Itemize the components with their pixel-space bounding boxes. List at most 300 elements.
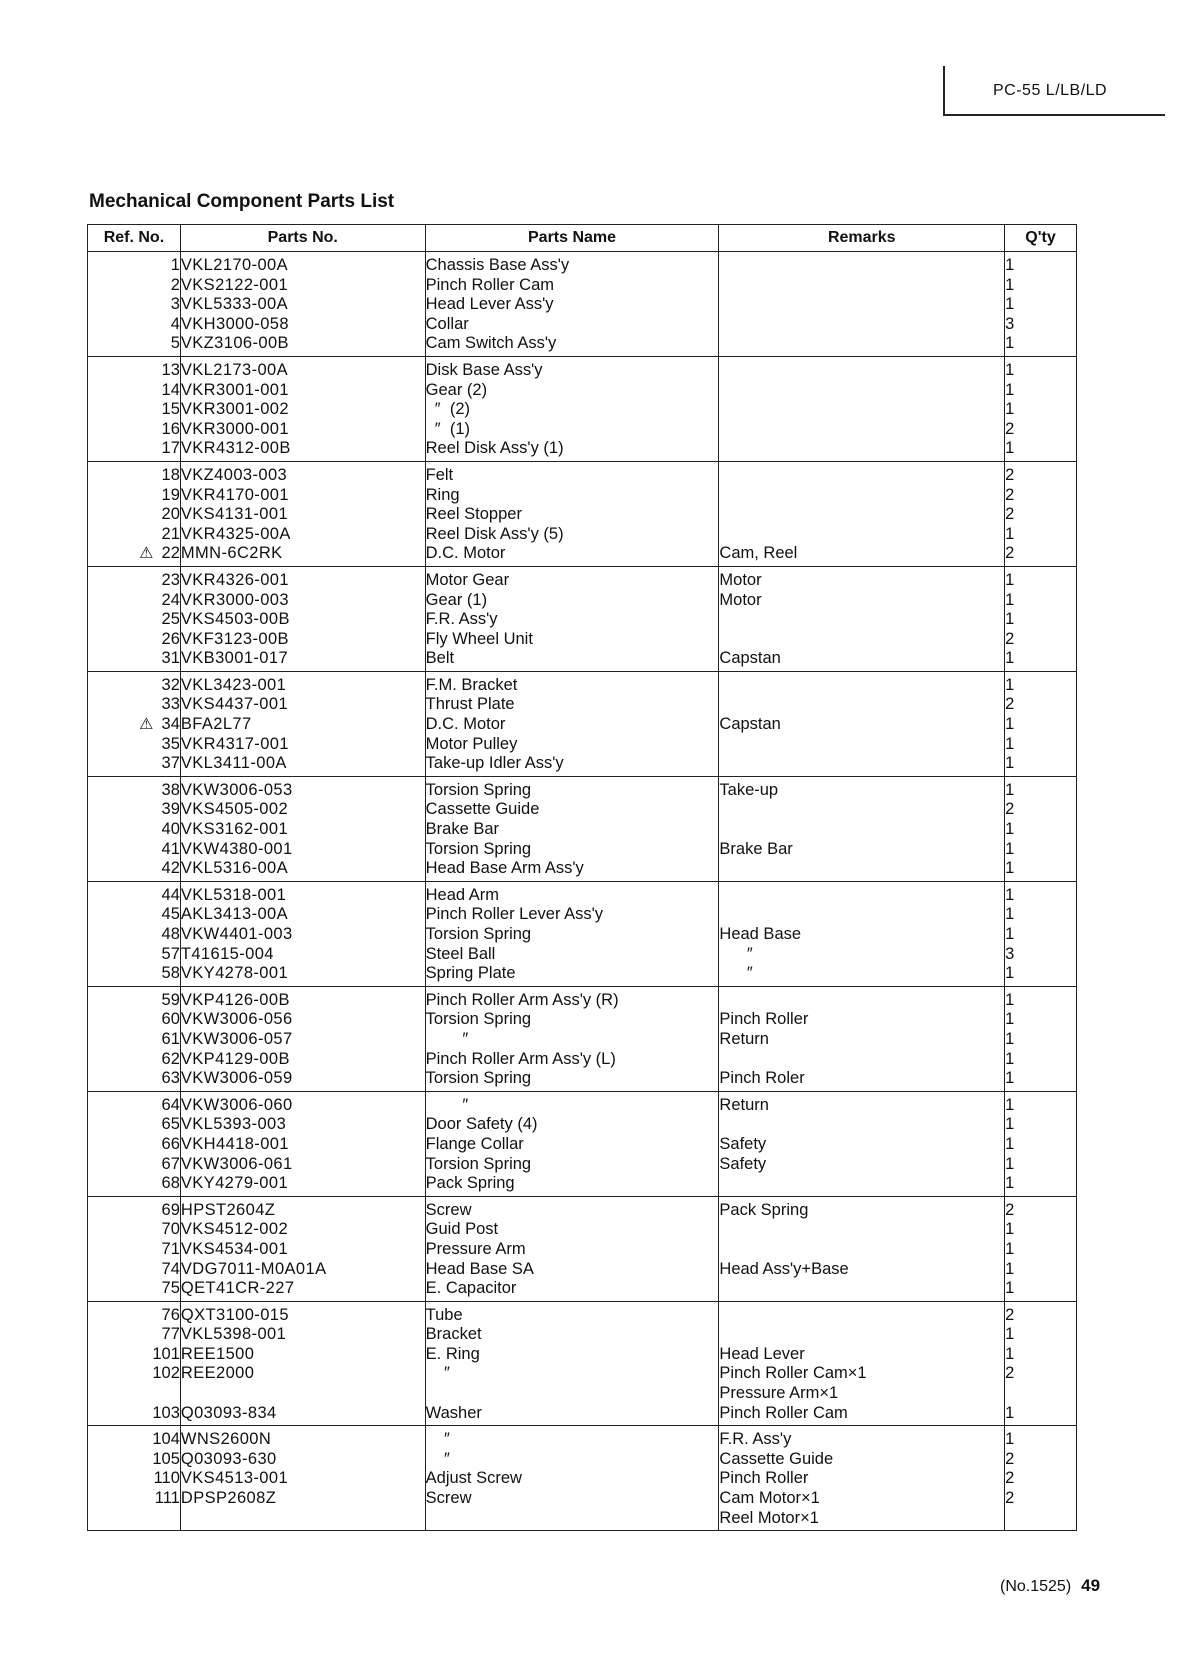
- table-line: [1005, 544, 1076, 564]
- cell-text: ″: [425, 1449, 450, 1468]
- table-line: [181, 991, 425, 1011]
- ref-cell: [88, 461, 181, 566]
- cell-text: VKL5318-001: [180, 885, 287, 904]
- table-line: [426, 295, 719, 315]
- cell-text: Pinch Roler: [719, 1069, 805, 1088]
- table-line: [426, 486, 719, 506]
- cell-text: 65: [161, 1115, 180, 1134]
- parts-no-cell: [180, 566, 425, 671]
- cell-text: VKW3006-059: [180, 1069, 293, 1088]
- table-line: [88, 781, 180, 801]
- parts-no-cell: [180, 1426, 425, 1531]
- parts-no-cell: [180, 986, 425, 1091]
- parts-no-cell: [180, 252, 425, 357]
- cell-text: Pinch Roller Arm Ass'y (R): [425, 990, 619, 1009]
- table-line: [88, 1325, 180, 1345]
- cell-text: 15: [161, 400, 180, 419]
- cell-text: Screw: [425, 1489, 472, 1508]
- table-line: [181, 1155, 425, 1175]
- table-line: [1005, 591, 1076, 611]
- table-line: [181, 1404, 425, 1424]
- table-line: [181, 256, 425, 276]
- qty-cell: [1005, 356, 1077, 461]
- cell-text: 2: [1005, 1200, 1015, 1219]
- table-line: [426, 676, 719, 696]
- cell-text: 71: [161, 1239, 180, 1258]
- table-line: [719, 505, 1004, 525]
- table-line: [181, 400, 425, 420]
- cell-text: Pressure Arm×1: [719, 1384, 839, 1403]
- cell-text: 1: [1005, 780, 1015, 799]
- cell-text: VKW3006-056: [180, 1010, 293, 1029]
- table-line: [1005, 735, 1076, 755]
- remarks-cell: [719, 566, 1005, 671]
- remarks-cell: [719, 671, 1005, 776]
- cell-text: Pinch Roller Lever Ass'y: [425, 905, 604, 924]
- table-line: [181, 1135, 425, 1155]
- cell-text: Cam Switch Ass'y: [425, 334, 557, 353]
- cell-text: VKR4312-00B: [180, 439, 291, 458]
- qty-cell: [1005, 1091, 1077, 1196]
- table-line: [88, 715, 180, 735]
- table-line: [426, 1279, 719, 1299]
- table-line: [426, 591, 719, 611]
- table-line: [719, 886, 1004, 906]
- cell-text: 62: [161, 1049, 180, 1068]
- col-header-ref: Ref. No.: [88, 225, 181, 252]
- table-line: [88, 1469, 180, 1489]
- table-line: [181, 381, 425, 401]
- cell-text: F.M. Bracket: [425, 675, 518, 694]
- cell-text: Brake Bar: [425, 820, 500, 839]
- cell-text: 19: [161, 485, 180, 504]
- table-line: [719, 1364, 1004, 1384]
- cell-text: 104: [152, 1430, 180, 1449]
- cell-text: Torsion Spring: [425, 1010, 532, 1029]
- table-line: [1005, 1201, 1076, 1221]
- cell-text: Q03093-630: [180, 1449, 277, 1468]
- table-header-row: [88, 225, 1077, 252]
- cell-text: Adjust Screw: [425, 1469, 522, 1488]
- col-header-parts-name: Parts Name: [425, 225, 719, 252]
- cell-text: 1: [1005, 1029, 1015, 1048]
- cell-text: 1: [1005, 754, 1015, 773]
- table-line: [181, 334, 425, 354]
- cell-text: VKS4534-001: [180, 1239, 289, 1258]
- parts-name-cell: [425, 776, 719, 881]
- cell-text: VKS4437-001: [180, 695, 289, 714]
- table-line: [181, 361, 425, 381]
- table-line: [88, 315, 180, 335]
- cell-text: 1: [1005, 439, 1015, 458]
- table-line: [719, 1279, 1004, 1299]
- table-line: [181, 1489, 425, 1509]
- table-line: [1005, 1155, 1076, 1175]
- table-line: [88, 1174, 180, 1194]
- table-line: [1005, 754, 1076, 774]
- table-line: [88, 610, 180, 630]
- cell-text: Bracket: [425, 1325, 482, 1344]
- parts-name-cell: [425, 1426, 719, 1531]
- table-line: [181, 945, 425, 965]
- cell-text: Pinch Roller Cam: [719, 1403, 848, 1422]
- cell-text: 1: [1005, 905, 1015, 924]
- table-line: [88, 859, 180, 879]
- table-line: [719, 781, 1004, 801]
- table-line: [719, 400, 1004, 420]
- cell-text: 45: [161, 905, 180, 924]
- cell-text: 68: [161, 1174, 180, 1193]
- table-line: [426, 964, 719, 984]
- table-line: [426, 276, 719, 296]
- qty-cell: [1005, 776, 1077, 881]
- table-line: [181, 1345, 425, 1365]
- cell-text: 2: [1005, 544, 1015, 563]
- table-line: [88, 840, 180, 860]
- cell-text: Torsion Spring: [425, 1069, 532, 1088]
- table-line: [426, 361, 719, 381]
- cell-text: 1: [1005, 964, 1015, 983]
- table-line: [181, 1174, 425, 1194]
- parts-name-cell: [425, 1196, 719, 1301]
- cell-text: ″: [425, 1095, 469, 1114]
- table-line: [426, 1509, 719, 1529]
- parts-table: [87, 224, 1077, 1531]
- table-line: [181, 695, 425, 715]
- table-line: [426, 525, 719, 545]
- cell-text: Chassis Base Ass'y: [425, 256, 570, 274]
- cell-text: Head Lever: [719, 1344, 805, 1363]
- document-number: (No.1525): [1000, 1578, 1072, 1595]
- table-line: [181, 1509, 425, 1529]
- table-line: [426, 1345, 719, 1365]
- table-line: [719, 630, 1004, 650]
- table-line: [719, 1430, 1004, 1450]
- qty-cell: [1005, 881, 1077, 986]
- cell-text: Take-up Idler Ass'y: [425, 754, 564, 773]
- table-line: [181, 754, 425, 774]
- parts-no-cell: [180, 776, 425, 881]
- cell-text: VKH4418-001: [180, 1134, 289, 1153]
- table-line: [1005, 486, 1076, 506]
- table-line: [719, 1509, 1004, 1529]
- cell-text: F.R. Ass'y: [425, 610, 498, 629]
- table-line: [426, 1096, 719, 1116]
- table-line: [719, 1174, 1004, 1194]
- cell-text: Ring: [425, 485, 460, 504]
- cell-text: 2: [1005, 629, 1015, 648]
- cell-text: Safety: [719, 1134, 767, 1153]
- table-line: [181, 420, 425, 440]
- cell-text: 75: [161, 1279, 180, 1298]
- table-line: [88, 505, 180, 525]
- cell-text: 2: [1005, 1305, 1015, 1324]
- table-line: [1005, 1306, 1076, 1326]
- table-line: [1005, 1135, 1076, 1155]
- cell-text: Spring Plate: [425, 964, 516, 983]
- cell-text: 1: [1005, 885, 1015, 904]
- cell-text: QET41CR-227: [180, 1279, 295, 1298]
- cell-text: Cassette Guide: [719, 1449, 834, 1468]
- table-line: [426, 334, 719, 354]
- table-line: [426, 649, 719, 669]
- cell-text: AKL3413-00A: [180, 905, 289, 924]
- table-line: [181, 1201, 425, 1221]
- table-line: [88, 945, 180, 965]
- table-line: [88, 1430, 180, 1450]
- cell-text: VKL3411-00A: [180, 754, 287, 773]
- table-line: [719, 1201, 1004, 1221]
- table-line: [181, 1240, 425, 1260]
- cell-text: Fly Wheel Unit: [425, 629, 533, 648]
- table-line: [1005, 420, 1076, 440]
- parts-name-cell: [425, 356, 719, 461]
- table-line: [719, 486, 1004, 506]
- qty-cell: [1005, 461, 1077, 566]
- page-footer: [1000, 1576, 1100, 1596]
- table-line: [181, 1010, 425, 1030]
- cell-text: VKW3006-060: [180, 1095, 293, 1114]
- cell-text: VKW3006-057: [180, 1029, 293, 1048]
- qty-cell: [1005, 986, 1077, 1091]
- cell-text: VKL2173-00A: [180, 360, 289, 379]
- table-line: [426, 1404, 719, 1424]
- table-line: [426, 1260, 719, 1280]
- table-line: [88, 381, 180, 401]
- cell-text: 67: [161, 1154, 180, 1173]
- cell-text: Cassette Guide: [425, 800, 540, 819]
- cell-text: 111: [154, 1489, 180, 1508]
- cell-text: 1: [1005, 1134, 1015, 1153]
- cell-text: 42: [161, 859, 180, 878]
- table-line: [88, 1404, 180, 1424]
- cell-text: Thrust Plate: [425, 695, 515, 714]
- table-line: [88, 486, 180, 506]
- table-line: [1005, 439, 1076, 459]
- parts-name-cell: [425, 252, 719, 357]
- cell-text: Washer: [425, 1403, 482, 1422]
- cell-text: VKR4326-001: [180, 570, 289, 589]
- table-line: [1005, 1450, 1076, 1470]
- table-line: [719, 945, 1004, 965]
- table-line: [719, 1489, 1004, 1509]
- table-line: [181, 735, 425, 755]
- cell-text: VKR3000-003: [180, 590, 289, 609]
- cell-text: VKS4512-002: [180, 1220, 289, 1239]
- cell-text: Cam, Reel: [719, 544, 798, 563]
- cell-text: 1: [1005, 524, 1015, 543]
- table-line: [181, 820, 425, 840]
- cell-text: Pinch Roller Arm Ass'y (L): [425, 1049, 616, 1068]
- cell-text: Motor: [719, 570, 762, 589]
- cell-text: 1: [1005, 1403, 1015, 1422]
- table-line: [88, 1260, 180, 1280]
- cell-text: E. Ring: [425, 1344, 480, 1363]
- table-line: [426, 505, 719, 525]
- cell-text: 2: [1005, 1364, 1015, 1383]
- table-line: [181, 466, 425, 486]
- table-line: [1005, 1030, 1076, 1050]
- table-line: [426, 1069, 719, 1089]
- cell-text: Cam Motor×1: [719, 1489, 820, 1508]
- cell-text: 23: [161, 570, 180, 589]
- cell-text: VKW4401-003: [180, 925, 293, 943]
- table-line: [426, 400, 719, 420]
- cell-text: 77: [161, 1325, 180, 1344]
- cell-text: 1: [1005, 1010, 1015, 1029]
- cell-text: Take-up: [719, 780, 779, 799]
- table-line: [181, 859, 425, 879]
- table-line: [88, 1069, 180, 1089]
- cell-text: 32: [161, 675, 180, 694]
- table-line: [426, 1135, 719, 1155]
- table-line: [181, 1050, 425, 1070]
- cell-text: 1: [1005, 610, 1015, 629]
- qty-cell: [1005, 1196, 1077, 1301]
- qty-cell: [1005, 1426, 1077, 1531]
- table-line: [426, 800, 719, 820]
- cell-text: REE1500: [180, 1344, 255, 1363]
- table-line: [426, 840, 719, 860]
- cell-text: VKP4126-00B: [180, 990, 290, 1009]
- cell-text: 2: [1005, 1489, 1015, 1508]
- cell-text: 2: [1005, 485, 1015, 504]
- table-line: [88, 1450, 180, 1470]
- table-row-group: [88, 671, 1077, 776]
- table-line: [88, 1240, 180, 1260]
- cell-text: 3: [170, 295, 180, 314]
- cell-text: 58: [161, 964, 180, 983]
- table-line: [88, 1155, 180, 1175]
- table-line: [88, 1306, 180, 1326]
- cell-text: 2: [1005, 800, 1015, 819]
- table-line: [426, 1050, 719, 1070]
- table-line: [719, 466, 1004, 486]
- table-line: [1005, 991, 1076, 1011]
- table-line: [426, 1306, 719, 1326]
- cell-text: Pinch Roller Cam: [425, 275, 555, 294]
- parts-no-cell: [180, 671, 425, 776]
- table-row-group: [88, 776, 1077, 881]
- table-line: [88, 525, 180, 545]
- cell-text: 1: [1005, 1344, 1015, 1363]
- table-line: [88, 420, 180, 440]
- cell-text: 57: [161, 944, 180, 963]
- table-line: [719, 925, 1004, 945]
- parts-no-cell: [180, 356, 425, 461]
- table-line: [719, 420, 1004, 440]
- cell-text: 16: [161, 419, 180, 438]
- table-line: [719, 859, 1004, 879]
- table-line: [88, 1115, 180, 1135]
- table-line: [426, 544, 719, 564]
- table-line: [181, 1220, 425, 1240]
- cell-text: 64: [161, 1095, 180, 1114]
- table-line: [181, 630, 425, 650]
- cell-text: REE2000: [180, 1364, 255, 1383]
- table-line: [426, 439, 719, 459]
- table-line: [181, 1096, 425, 1116]
- table-row-group: [88, 566, 1077, 671]
- cell-text: F.R. Ass'y: [719, 1430, 792, 1449]
- cell-text: ″ (2): [425, 400, 470, 419]
- table-line: [181, 925, 425, 945]
- cell-text: VKS4131-001: [180, 505, 289, 524]
- cell-text: 1: [1005, 1259, 1015, 1278]
- table-line: [719, 315, 1004, 335]
- table-line: [1005, 800, 1076, 820]
- table-line: [181, 571, 425, 591]
- table-line: [719, 1345, 1004, 1365]
- table-line: [426, 905, 719, 925]
- table-line: [719, 649, 1004, 669]
- remarks-cell: [719, 252, 1005, 357]
- cell-text: 1: [1005, 380, 1015, 399]
- table-line: [426, 886, 719, 906]
- table-line: [1005, 1050, 1076, 1070]
- table-line: [88, 1096, 180, 1116]
- cell-text: VKS2122-001: [180, 275, 289, 294]
- cell-text: 1: [1005, 734, 1015, 753]
- table-line: [719, 1469, 1004, 1489]
- page-number: 49: [1081, 1576, 1101, 1595]
- table-line: [719, 1155, 1004, 1175]
- cell-text: 1: [1005, 1220, 1015, 1239]
- cell-text: 59: [161, 990, 180, 1009]
- cell-text: VKL2170-00A: [180, 256, 289, 274]
- cell-text: VKR4317-001: [180, 734, 289, 753]
- table-row-group: [88, 252, 1077, 357]
- cell-text: 1: [1005, 1430, 1015, 1449]
- cell-text: Reel Motor×1: [719, 1508, 819, 1527]
- cell-text: 1: [1005, 1279, 1015, 1298]
- table-line: [181, 1325, 425, 1345]
- table-line: [181, 439, 425, 459]
- remarks-cell: [719, 356, 1005, 461]
- parts-name-cell: [425, 986, 719, 1091]
- table-line: [719, 991, 1004, 1011]
- cell-text: 103: [152, 1403, 180, 1422]
- remarks-cell: [719, 986, 1005, 1091]
- table-line: [88, 1201, 180, 1221]
- table-row-group: [88, 1426, 1077, 1531]
- table-line: [719, 295, 1004, 315]
- table-line: [426, 991, 719, 1011]
- table-line: [88, 1135, 180, 1155]
- table-line: [181, 525, 425, 545]
- table-line: [719, 381, 1004, 401]
- cell-text: Torsion Spring: [425, 925, 532, 943]
- table-line: [426, 1115, 719, 1135]
- table-line: [1005, 1174, 1076, 1194]
- table-line: [181, 1279, 425, 1299]
- parts-no-cell: [180, 1196, 425, 1301]
- cell-text: Screw: [425, 1200, 472, 1219]
- cell-text: 33: [161, 695, 180, 714]
- table-line: [1005, 886, 1076, 906]
- table-line: [1005, 1509, 1076, 1529]
- cell-text: 24: [161, 590, 180, 609]
- table-line: [426, 1469, 719, 1489]
- table-line: [719, 695, 1004, 715]
- table-line: [181, 295, 425, 315]
- table-line: [426, 781, 719, 801]
- cell-text: 1: [1005, 675, 1015, 694]
- table-line: [719, 1135, 1004, 1155]
- cell-text: 25: [161, 610, 180, 629]
- table-line: [426, 1030, 719, 1050]
- cell-text: 14: [161, 380, 180, 399]
